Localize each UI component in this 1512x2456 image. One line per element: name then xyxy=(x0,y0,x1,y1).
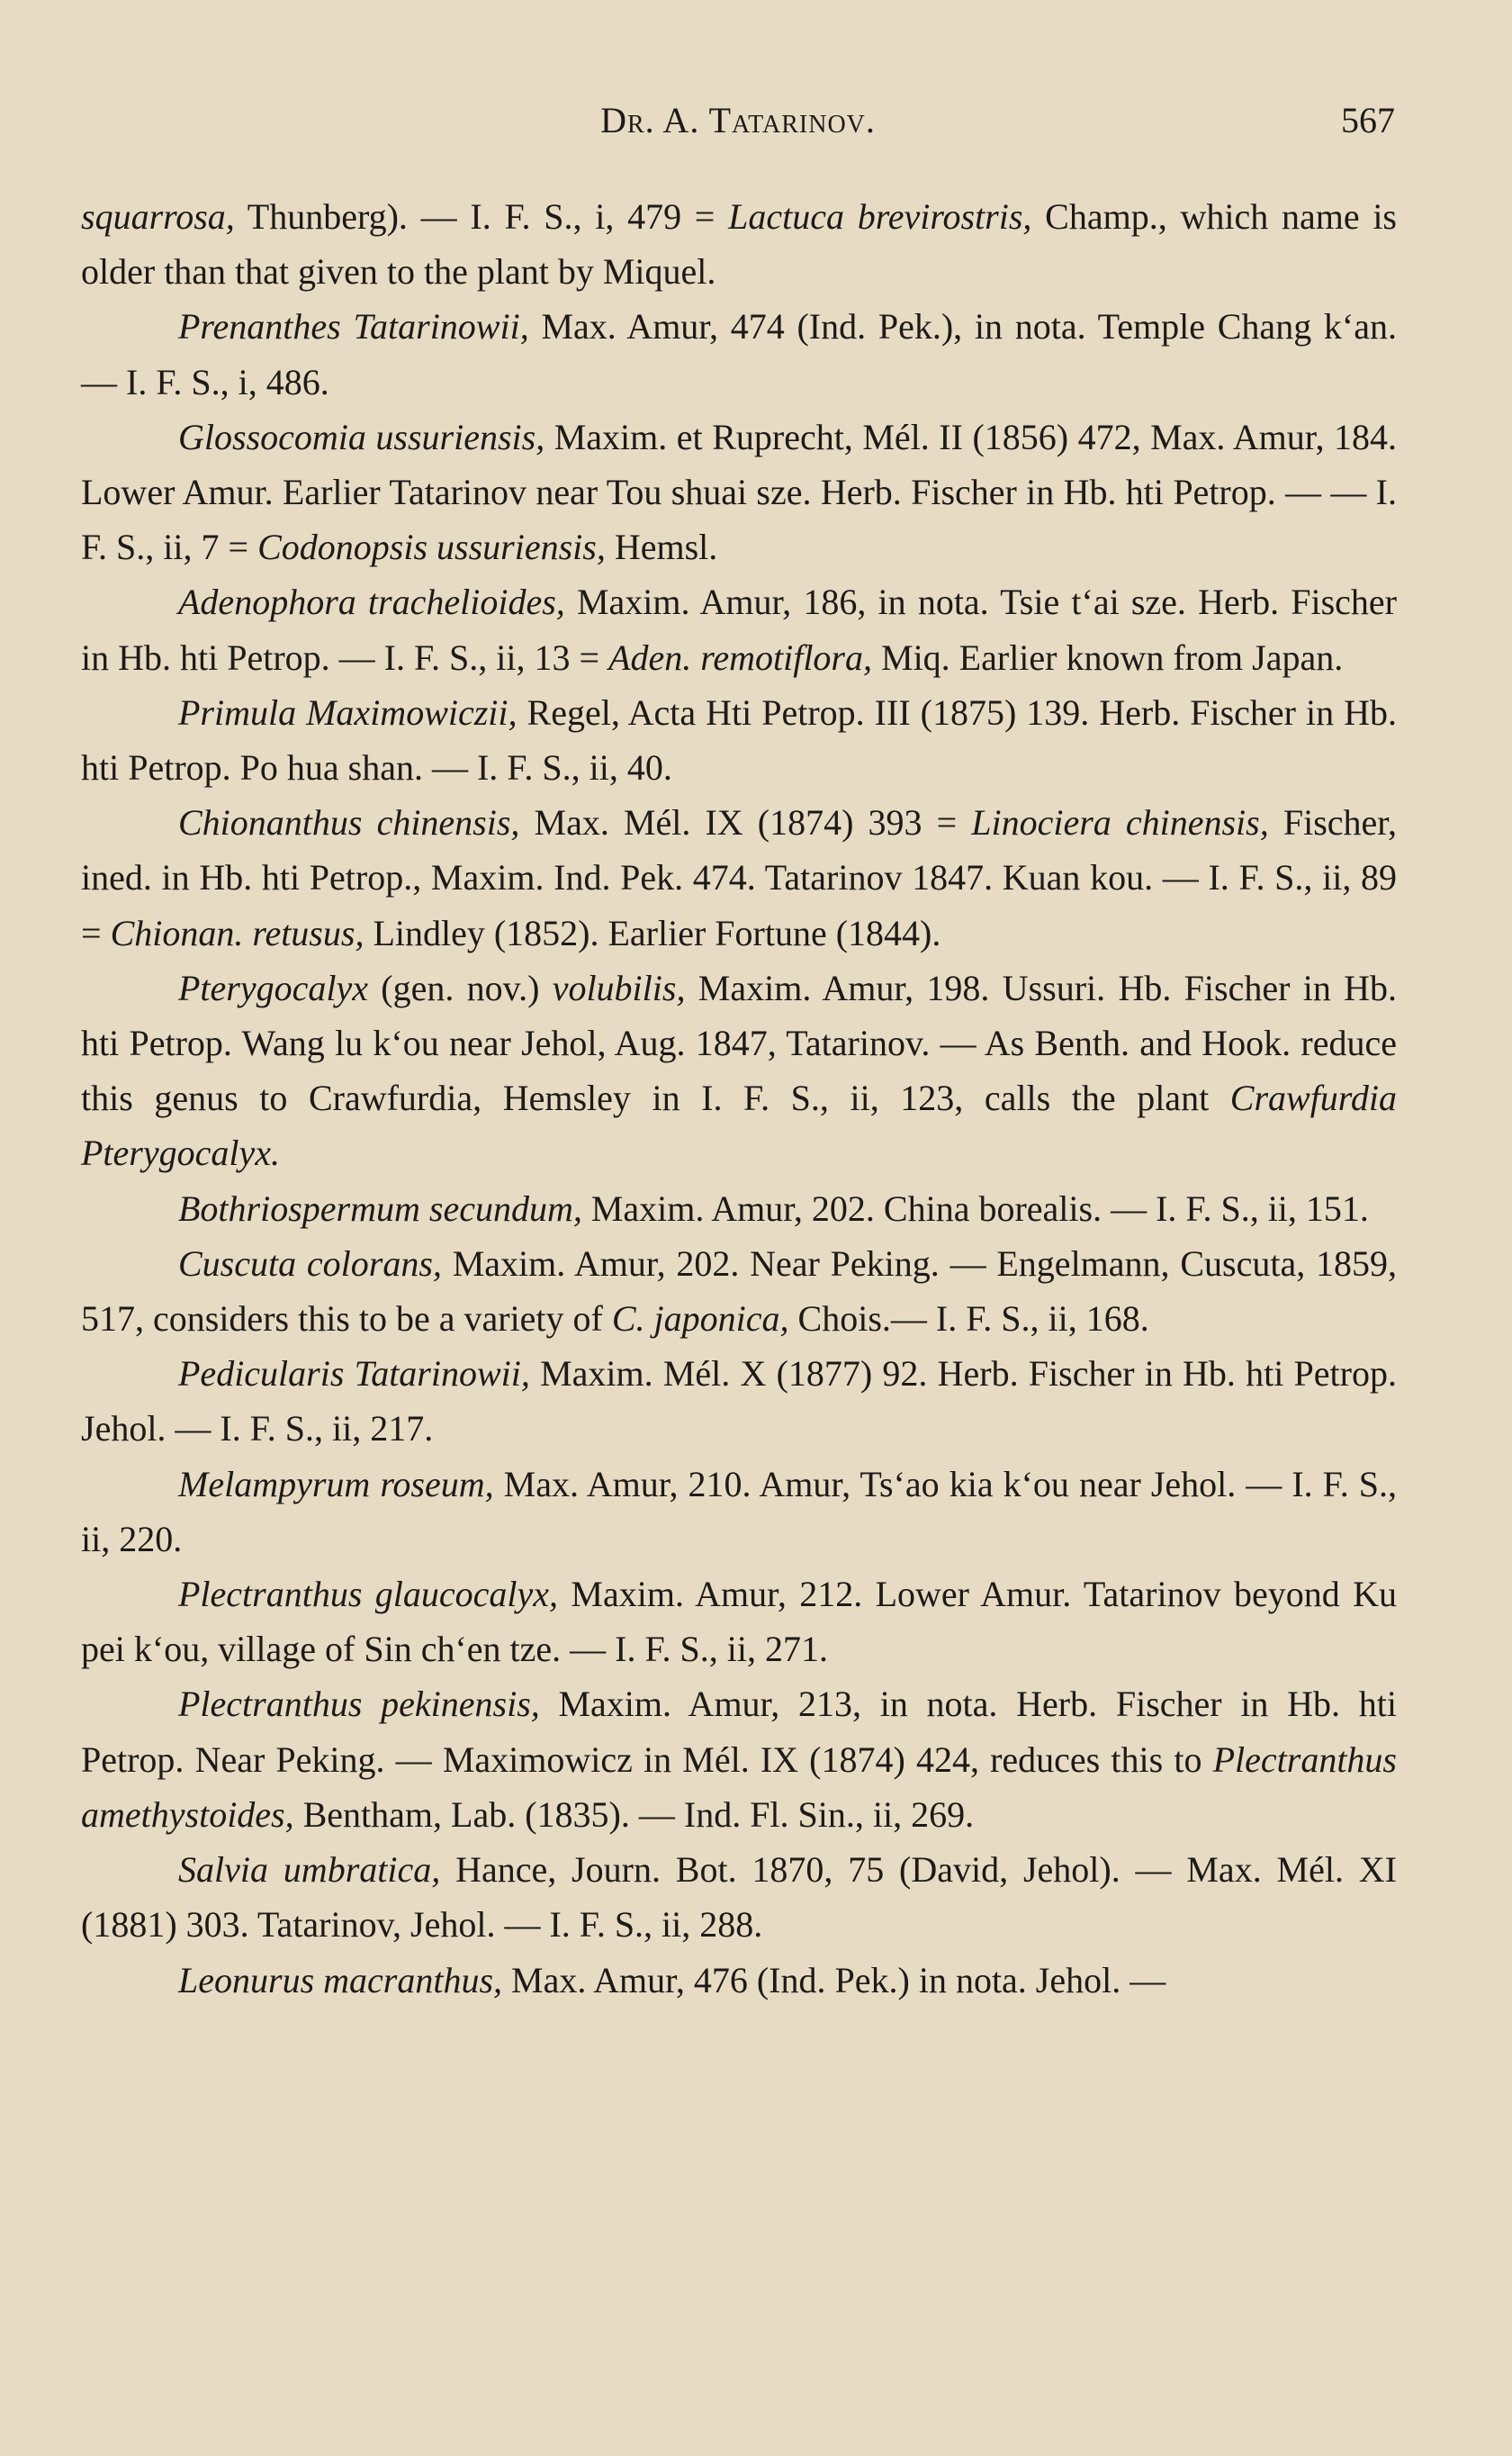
species-name: Plectranthus pekinensis, xyxy=(178,1684,540,1725)
species-name: Leonurus macranthus, xyxy=(178,1959,503,2000)
entry-paragraph xyxy=(81,189,1397,299)
entry-text: (gen. nov.) xyxy=(368,967,553,1008)
entry-text: Maxim. Amur, 202. Near Peking. — Engelmann, Cuscuta, 1859, 517, considers this to be a variety of xyxy=(81,1242,1398,1340)
entry-text: Regel, Acta Hti Petrop. III (1875) 139. Herb. Fischer in Hb. hti Petrop. Po hua shan. — I. F. S., ii, 40. xyxy=(81,691,1397,789)
species-name: Codonopsis ussuriensis, xyxy=(257,527,606,568)
entry-text: Chois.— I. F. S., ii, 168. xyxy=(788,1298,1149,1340)
entry-paragraph xyxy=(81,1181,1397,1236)
species-name: Lactuca brevirostris, xyxy=(728,196,1032,237)
entry-text: Maxim. Amur, 213, in nota. Herb. Fischer in Hb. hti Petrop. Near Peking. — Maximowicz in Mél. IX (1874) 424, reduces this to xyxy=(81,1684,1397,1780)
entry-paragraph xyxy=(81,1842,1397,1952)
page-header xyxy=(81,99,1395,153)
species-name: volubilis, xyxy=(552,967,686,1008)
species-name: Chionan. retusus, xyxy=(110,912,364,953)
entry-text: Lindley (1852). Earlier Fortune (1844). xyxy=(364,912,941,953)
entry-text: Hemsl. xyxy=(605,527,718,568)
species-name: C. japonica, xyxy=(611,1298,789,1340)
entry-text: Maxim. et Ruprecht, Mél. II (1856) 472, Max. Amur, 184. Lower Amur. Earlier Tatarinov near Tou shuai sze. Herb. Fischer in Hb. hti Petrop. — — I. F. S., ii, 7 = xyxy=(81,416,1397,568)
species-name: Chionanthus chinensis, xyxy=(178,802,520,844)
entry-text: Max. Amur, 210. Amur, Ts‘ao kia k‘ou near Jehol. — I. F. S., ii, 220. xyxy=(81,1463,1397,1559)
entry-text: Max. Amur, 474 (Ind. Pek.), in nota. Temple Chang k‘an. — I. F. S., i, 486. xyxy=(81,306,1397,402)
entry-text: Maxim. Amur, 212. Lower Amur. Tatarinov beyond Ku pei k‘ou, village of Sin ch‘en tze. — I. F. S., ii, 271. xyxy=(81,1574,1397,1670)
entry-text: Miq. Earlier known from Japan. xyxy=(872,637,1344,678)
species-name: Pedicularis Tatarinowii, xyxy=(178,1353,530,1395)
entry-text: Hance, Journ. Bot. 1870, 75 (David, Jehol). — Max. Mél. XI (1881) 303. Tatarinov, Jehol. — I. F. S., ii, 288. xyxy=(81,1849,1397,1946)
species-name: Glossocomia ussuriensis, xyxy=(178,416,545,457)
entry-paragraph xyxy=(81,795,1397,961)
entry-paragraph xyxy=(81,1457,1397,1567)
species-name: Linociera chinensis, xyxy=(971,802,1269,844)
species-name: Pterygocalyx xyxy=(178,967,368,1008)
entry-text: Fischer, ined. in Hb. hti Petrop., Maxim. Ind. Pek. 474. Tatarinov 1847. Kuan kou. — I. F. S., ii, 89 = xyxy=(81,802,1397,953)
entry-paragraph xyxy=(81,410,1397,575)
entry-paragraph xyxy=(81,1567,1397,1676)
page-number: 567 xyxy=(1341,100,1395,140)
entry-text: Bentham, Lab. (1835). — Ind. Fl. Sin., ii, 269. xyxy=(293,1793,975,1835)
species-name: squarrosa, xyxy=(81,196,235,237)
species-name: Prenanthes Tatarinowii, xyxy=(178,306,529,348)
entry-paragraph xyxy=(81,961,1397,1181)
entry-text: Maxim. Amur, 186, in nota. Tsie t‘ai sze. Herb. Fischer in Hb. hti Petrop. — I. F. S., ii, 13 = xyxy=(81,582,1397,678)
running-title: Dr. A. Tatarinov. xyxy=(600,100,876,140)
entry-text: Champ., which name is older than that given to the plant by Miquel. xyxy=(81,196,1397,293)
entry-paragraph xyxy=(81,1236,1397,1346)
entry-paragraph xyxy=(81,1346,1397,1456)
species-name: Plectranthus amethystoides, xyxy=(81,1738,1397,1835)
entry-text: Maxim. Amur, 202. China borealis. — I. F. S., ii, 151. xyxy=(581,1187,1369,1229)
species-name: Cuscuta colorans, xyxy=(178,1242,442,1284)
entry-text: Thunberg). — I. F. S., i, 479 = xyxy=(234,196,729,237)
entry-paragraph xyxy=(81,685,1397,795)
species-name: Bothriospermum secundum, xyxy=(178,1187,582,1229)
entry-paragraph xyxy=(81,574,1397,684)
entry-text: Maxim. Mél. X (1877) 92. Herb. Fischer in Hb. hti Petrop. Jehol. — I. F. S., ii, 217. xyxy=(81,1353,1397,1449)
species-name: Aden. remotiflora, xyxy=(608,637,872,678)
species-name: Crawfurdia Pterygocalyx. xyxy=(81,1078,1397,1174)
species-name: Plectranthus glaucocalyx, xyxy=(178,1574,559,1615)
entry-text: Max. Mél. IX (1874) 393 = xyxy=(519,802,972,844)
entry-paragraph xyxy=(81,299,1397,409)
species-name: Adenophora trachelioides, xyxy=(178,582,565,623)
entry-text: Max. Amur, 476 (Ind. Pek.) in nota. Jehol. — xyxy=(502,1959,1166,2000)
entry-paragraph xyxy=(81,1953,1397,2008)
species-name: Melampyrum roseum, xyxy=(178,1463,494,1504)
entry-text: Maxim. Amur, 198. Ussuri. Hb. Fischer in Hb. hti Petrop. Wang lu k‘ou near Jehol, Aug. 1847, Tatarinov. — As Benth. and Hook. reduce this genus to Crawfurdia, Hemsley in I. F. S., ii, 123, calls the plant xyxy=(81,967,1397,1119)
entry-paragraph xyxy=(81,1676,1397,1842)
species-name: Primula Maximowiczii, xyxy=(178,691,518,733)
species-name: Salvia umbratica, xyxy=(178,1849,441,1891)
body-text xyxy=(81,189,1397,2008)
